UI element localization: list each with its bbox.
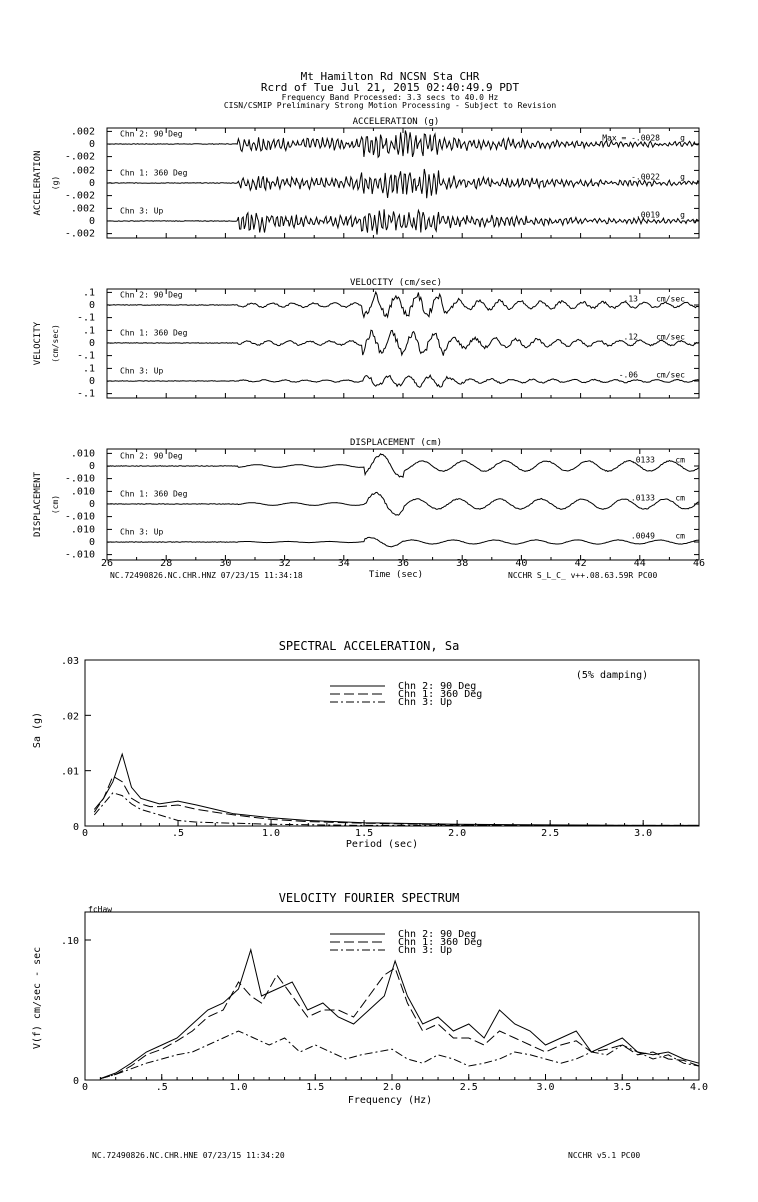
header-record: Rcrd of Tue Jul 21, 2015 02:40:49.9 PDT bbox=[260, 81, 520, 94]
vel-max-unit: cm/sec bbox=[656, 294, 685, 304]
footer-right: NCCHR v5.1 PC00 bbox=[568, 1151, 641, 1160]
time-tick-label: 42 bbox=[574, 558, 587, 569]
time-tick-label: 34 bbox=[337, 558, 350, 569]
acc-tick-pos: .002 bbox=[70, 165, 95, 177]
acc-max-value: -.0022 bbox=[631, 172, 660, 182]
vel-trace bbox=[107, 292, 699, 317]
dis-side-label: DISPLACEMENT bbox=[33, 471, 43, 538]
acc-tick-zero: 0 bbox=[88, 216, 95, 227]
fs-series-line bbox=[100, 968, 699, 1079]
vel-tick-pos: .1 bbox=[82, 325, 95, 337]
fs-annotation: fcHaw bbox=[88, 905, 113, 914]
vel-max-value: .13 bbox=[623, 294, 638, 304]
sa-x-tick-label: 1.5 bbox=[355, 828, 374, 839]
vel-side-unit: (cm/sec) bbox=[51, 324, 60, 363]
dis-trace bbox=[107, 537, 699, 546]
dis-channel-name: Chn 2: 90 Deg bbox=[120, 451, 183, 461]
header-band: Frequency Band Processed: 3.3 secs to 40.0 Hz bbox=[281, 93, 499, 102]
time-tick-label: 32 bbox=[278, 558, 291, 569]
fs-legend-label: Chn 2: 90 Deg bbox=[398, 929, 477, 940]
acc-max-unit: g bbox=[680, 133, 685, 143]
time-axis-label: Time (sec) bbox=[368, 570, 424, 580]
sa-x-tick-label: 3.0 bbox=[634, 828, 653, 839]
acc-channel-name: Chn 1: 360 Deg bbox=[120, 168, 188, 178]
sa-x-tick-label: 1.0 bbox=[262, 828, 281, 839]
vel-tick-neg: -.1 bbox=[76, 350, 95, 362]
dis-max-unit: cm bbox=[675, 531, 685, 541]
vel-trace bbox=[107, 330, 699, 355]
timeseries-footer-right: NCCHR S_L_C_ v++.08.63.59R PC00 bbox=[508, 571, 658, 580]
vel-max-unit: cm/sec bbox=[656, 332, 685, 342]
dis-max-value: .0133 bbox=[630, 493, 655, 503]
sa-x-tick-label: 0 bbox=[81, 828, 89, 839]
fs-x-tick-label: .5 bbox=[155, 1082, 168, 1093]
time-tick-label: 38 bbox=[456, 558, 469, 569]
acc-max-unit: g bbox=[680, 172, 685, 182]
dis-max-unit: cm bbox=[675, 493, 685, 503]
acc-tick-pos: .002 bbox=[70, 126, 95, 138]
acc-side-label: ACCELERATION bbox=[33, 150, 43, 216]
vel-tick-neg: -.1 bbox=[76, 388, 95, 400]
acc-tick-zero: 0 bbox=[88, 139, 95, 150]
acc-max-value: Max = -.0028 bbox=[602, 133, 660, 143]
dis-tick-zero: 0 bbox=[88, 537, 95, 548]
vel-title: VELOCITY (cm/sec) bbox=[349, 278, 443, 288]
sa-y-tick-label: .01 bbox=[60, 766, 79, 778]
vel-trace bbox=[107, 375, 699, 387]
sa-y-tick-label: 0 bbox=[72, 822, 79, 833]
vel-tick-zero: 0 bbox=[88, 376, 95, 387]
fs-x-tick-label: 2.0 bbox=[382, 1082, 402, 1093]
sa-x-tick-label: 2.5 bbox=[541, 828, 560, 839]
fs-x-tick-label: 0 bbox=[81, 1082, 89, 1093]
fs-title: VELOCITY FOURIER SPECTRUM bbox=[278, 891, 460, 905]
dis-tick-pos: .010 bbox=[70, 524, 95, 536]
sa-title: SPECTRAL ACCELERATION, Sa bbox=[278, 639, 460, 653]
sa-annotation: (5% damping) bbox=[575, 670, 649, 681]
dis-max-value: .0049 bbox=[630, 531, 655, 541]
sa-series-line bbox=[94, 754, 699, 825]
dis-channel-name: Chn 3: Up bbox=[120, 527, 164, 537]
acc-trace bbox=[107, 169, 699, 198]
sa-y-tick-label: .03 bbox=[60, 656, 79, 667]
fs-series-line bbox=[100, 950, 699, 1079]
dis-max-value: .0133 bbox=[630, 455, 655, 465]
dis-tick-pos: .010 bbox=[70, 486, 95, 498]
vel-tick-zero: 0 bbox=[88, 300, 95, 311]
fs-y-tick-label: .10 bbox=[60, 936, 79, 947]
dis-tick-zero: 0 bbox=[88, 461, 95, 472]
dis-trace bbox=[107, 454, 699, 477]
dis-title: DISPLACEMENT (cm) bbox=[349, 438, 443, 448]
acc-tick-pos: .002 bbox=[70, 203, 95, 215]
sa-x-tick-label: 2.0 bbox=[448, 828, 467, 839]
sa-series-line bbox=[94, 776, 699, 825]
vel-tick-pos: .1 bbox=[82, 363, 95, 375]
acc-tick-neg: -.002 bbox=[64, 151, 95, 163]
vel-channel-name: Chn 2: 90 Deg bbox=[120, 290, 183, 300]
timeseries-footer-left: NC.72490826.NC.CHR.HNZ 07/23/15 11:34:18 bbox=[110, 571, 303, 580]
vel-side-label: VELOCITY bbox=[33, 321, 43, 366]
fs-x-tick-label: 1.5 bbox=[306, 1082, 325, 1093]
acc-title: ACCELERATION (g) bbox=[352, 117, 440, 127]
fs-x-tick-label: 3.0 bbox=[536, 1082, 555, 1093]
sa-legend-label: Chn 1: 360 Deg bbox=[398, 689, 483, 700]
acc-side-unit: (g) bbox=[51, 175, 60, 191]
dis-tick-zero: 0 bbox=[88, 499, 95, 510]
dis-tick-pos: .010 bbox=[70, 448, 95, 460]
time-tick-label: 36 bbox=[396, 558, 410, 569]
vel-tick-neg: -.1 bbox=[76, 312, 95, 324]
header-notice: CISN/CSMIP Preliminary Strong Motion Processing - Subject to Revision bbox=[223, 101, 557, 110]
acc-max-unit: g bbox=[680, 210, 685, 220]
sa-ylabel: Sa (g) bbox=[32, 711, 43, 749]
fs-legend-label: Chn 1: 360 Deg bbox=[398, 937, 483, 948]
sa-xlabel: Period (sec) bbox=[345, 839, 419, 850]
vel-max-unit: cm/sec bbox=[656, 370, 685, 380]
time-tick-label: 30 bbox=[219, 558, 232, 569]
dis-trace bbox=[107, 492, 699, 515]
dis-tick-neg: -.010 bbox=[64, 511, 95, 523]
acc-channel-name: Chn 3: Up bbox=[120, 206, 164, 216]
time-tick-label: 28 bbox=[160, 558, 173, 569]
sa-legend-label: Chn 3: Up bbox=[398, 697, 453, 708]
fs-x-tick-label: 3.5 bbox=[613, 1082, 632, 1093]
sa-series-line bbox=[94, 793, 699, 826]
vel-tick-pos: .1 bbox=[82, 287, 95, 299]
acc-tick-neg: -.002 bbox=[64, 190, 95, 202]
time-tick-label: 46 bbox=[692, 558, 706, 569]
acc-channel-name: Chn 2: 90 Deg bbox=[120, 129, 183, 139]
spectral-acceleration-chart bbox=[61, 656, 699, 839]
fs-series-line bbox=[100, 1031, 699, 1079]
fs-x-tick-label: 1.0 bbox=[229, 1082, 248, 1093]
dis-tick-neg: -.010 bbox=[64, 549, 95, 561]
dis-channel-name: Chn 1: 360 Deg bbox=[120, 489, 188, 499]
fs-x-tick-label: 2.5 bbox=[459, 1082, 478, 1093]
fs-xlabel: Frequency (Hz) bbox=[347, 1095, 433, 1106]
vel-max-value: .12 bbox=[623, 332, 638, 342]
acc-tick-neg: -.002 bbox=[64, 228, 95, 240]
displacement-panel bbox=[33, 438, 699, 561]
vel-channel-name: Chn 1: 360 Deg bbox=[120, 328, 188, 338]
acc-max-value: .0019 bbox=[635, 210, 660, 220]
velocity-panel bbox=[33, 278, 699, 400]
sa-legend-label: Chn 2: 90 Deg bbox=[398, 681, 477, 692]
time-tick-label: 40 bbox=[515, 558, 528, 569]
vel-tick-zero: 0 bbox=[88, 338, 95, 349]
acc-tick-zero: 0 bbox=[88, 178, 95, 189]
fs-ylabel: V(f) cm/sec - sec bbox=[32, 946, 43, 1050]
vel-channel-name: Chn 3: Up bbox=[120, 366, 164, 376]
footer-left: NC.72490826.NC.CHR.HNE 07/23/15 11:34:20 bbox=[92, 1151, 285, 1160]
fs-y-tick-label: 0 bbox=[72, 1076, 79, 1087]
vel-max-value: -.06 bbox=[618, 370, 638, 380]
acceleration-panel bbox=[33, 117, 699, 240]
fs-x-tick-label: 4.0 bbox=[689, 1082, 709, 1093]
header-station: Mt Hamilton Rd NCSN Sta CHR bbox=[300, 70, 480, 83]
dis-tick-neg: -.010 bbox=[64, 473, 95, 485]
sa-y-tick-label: .02 bbox=[60, 711, 79, 723]
time-tick-label: 26 bbox=[100, 558, 114, 569]
acc-trace bbox=[107, 209, 699, 234]
time-tick-label: 44 bbox=[633, 558, 646, 569]
dis-side-unit: (cm) bbox=[51, 494, 60, 515]
dis-max-unit: cm bbox=[675, 455, 685, 465]
sa-x-tick-label: .5 bbox=[172, 828, 185, 839]
velocity-fourier-chart bbox=[61, 912, 708, 1093]
fs-legend-label: Chn 3: Up bbox=[398, 945, 453, 956]
